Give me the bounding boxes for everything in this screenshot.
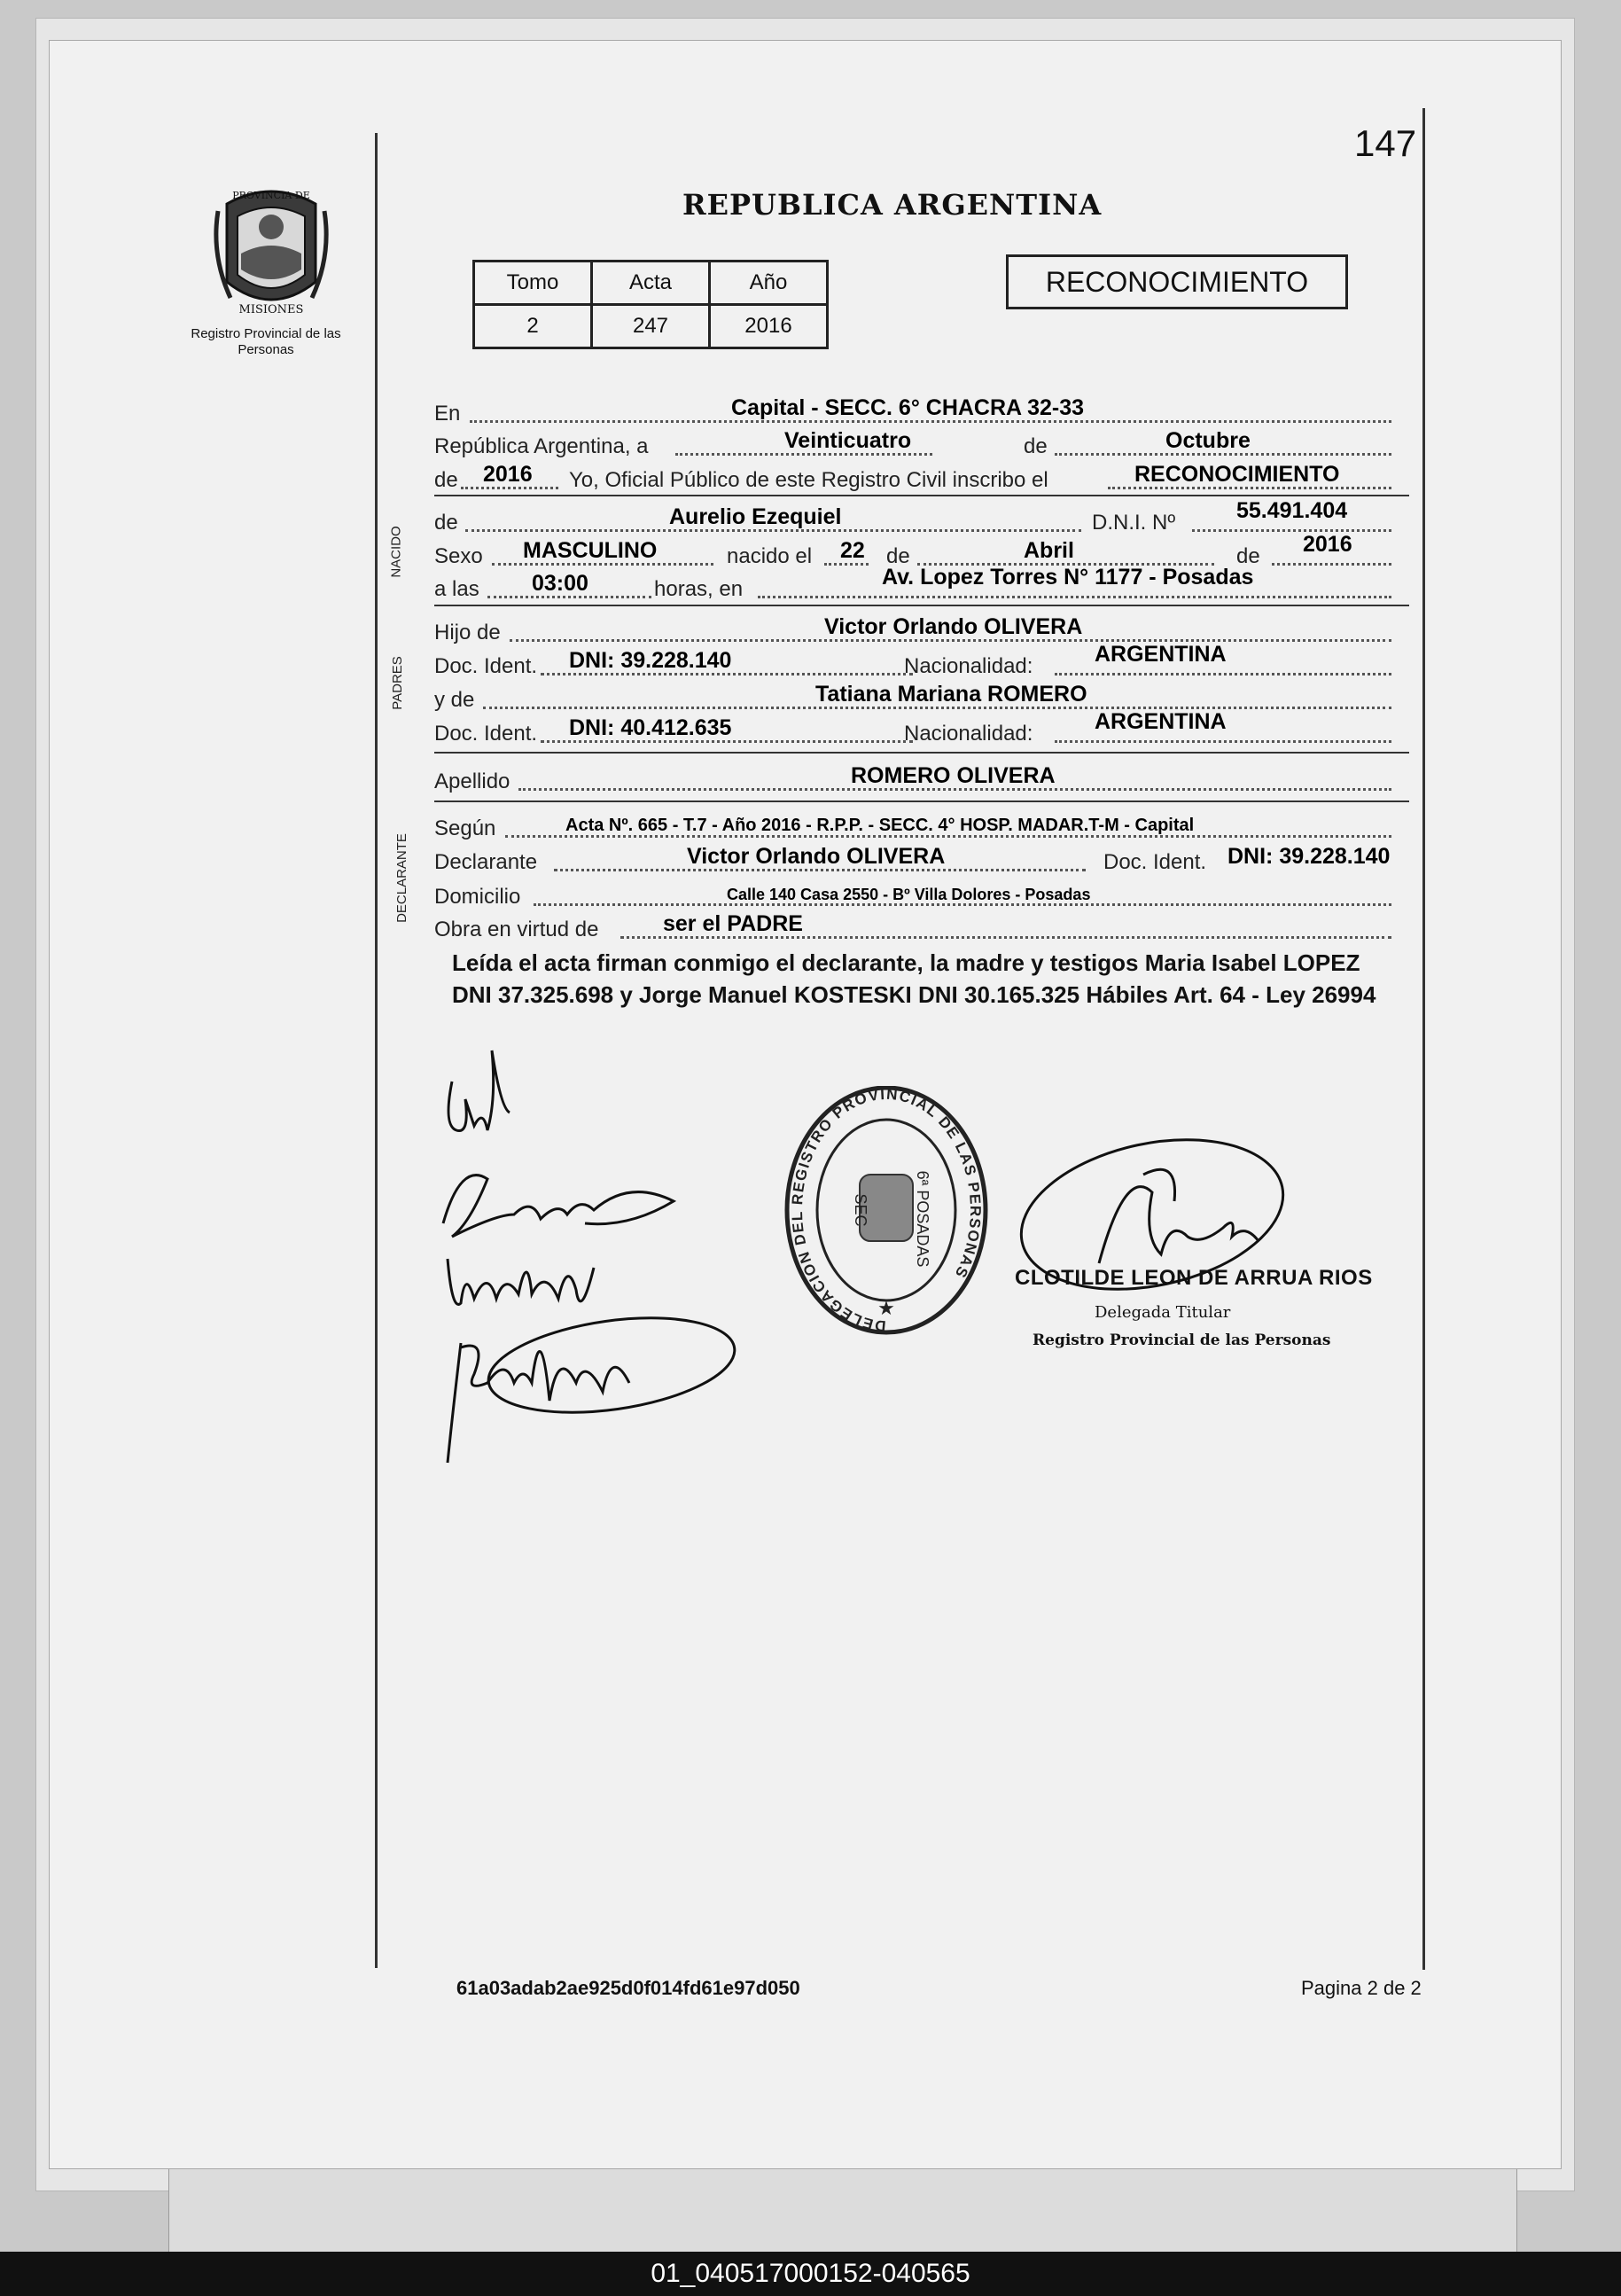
act-type-box: RECONOCIMIENTO	[1006, 254, 1348, 309]
apellido-label: Apellido	[434, 769, 510, 793]
section-rule	[434, 495, 1409, 496]
nac-anio-label: de	[1236, 544, 1260, 568]
doc-declarante-label: Doc. Ident.	[1103, 850, 1207, 874]
stamp-inner-bottom: 6ª POSADAS	[914, 1170, 931, 1268]
row-hijo-de	[434, 613, 1409, 645]
doc-madre-label: Doc. Ident.	[434, 722, 538, 746]
section-rule	[434, 605, 1409, 606]
nac-padre-label: Nacionalidad:	[904, 654, 1033, 678]
a-las-value: 03:00	[532, 571, 588, 596]
section-rule	[434, 752, 1409, 754]
row-a-las	[434, 565, 1409, 602]
doc-padre-value: DNI: 39.228.140	[569, 648, 732, 673]
row-republica	[434, 427, 1409, 459]
stamp-ring-text: DELEGACION DEL REGISTRO PROVINCIAL DE LAS PERSONAS	[788, 1086, 985, 1335]
official-stamp	[780, 1086, 993, 1370]
svg-text:★: ★	[877, 1297, 895, 1319]
section-rule	[434, 800, 1409, 802]
republica-value: Veinticuatro	[784, 428, 912, 453]
row-inscribo	[434, 461, 1409, 493]
nacido-el-value: 22	[840, 538, 865, 563]
row-apellido	[434, 762, 1409, 794]
acta-value: 247	[592, 305, 710, 348]
nac-madre-label: Nacionalidad:	[904, 722, 1033, 746]
document-title: REPUBLICA ARGENTINA	[682, 188, 1103, 222]
apellido-value: ROMERO OLIVERA	[851, 763, 1056, 788]
obra-label: Obra en virtud de	[434, 918, 599, 941]
side-label-nacido: NACIDO	[388, 526, 404, 578]
tomo-acta-anio-table	[472, 260, 829, 349]
y-de-value: Tatiana Mariana ROMERO	[815, 682, 1087, 707]
anio-value: 2016	[710, 305, 828, 348]
nac-anio-value: 2016	[1303, 532, 1352, 557]
closing-statement: Leída el acta firman conmigo el declarante, la madre y testigos Maria Isabel LOPEZ DNI 37.325.698 y Jorge Manuel KOSTESKI DNI 30.165.325 Hábiles Art. 64 - Ley 26994	[452, 949, 1376, 1008]
stamp-inner-top: SEC	[852, 1193, 869, 1227]
domicilio-value: Calle 140 Casa 2550 - Bº Villa Dolores - Posadas	[727, 886, 1091, 903]
nacido-el-label: nacido el	[727, 544, 813, 568]
horas-en-label: horas, en	[654, 577, 744, 601]
row-en	[434, 394, 1409, 426]
file-id-bar: 01_040517000152-040565	[0, 2252, 1621, 2296]
hijo-de-value: Victor Orlando OLIVERA	[824, 614, 1083, 639]
mes-value: Octubre	[1165, 428, 1251, 453]
row-obra	[434, 910, 1409, 942]
row-declarante	[434, 843, 1409, 875]
a-las-label: a las	[434, 577, 479, 601]
svg-text:MISIONES: MISIONES	[238, 303, 304, 316]
doc-madre-value: DNI: 40.412.635	[569, 715, 732, 740]
nombre-value: Aurelio Ezequiel	[669, 504, 842, 529]
segun-label: Según	[434, 816, 496, 840]
nombre-label: de	[434, 511, 458, 535]
provincial-seal-logo	[211, 184, 331, 317]
mes-label: de	[1024, 434, 1048, 458]
svg-text:PROVINCIA DE: PROVINCIA DE	[232, 190, 310, 201]
witness-signatures	[425, 1046, 744, 1472]
nac-mes-label: de	[886, 544, 910, 568]
left-margin-rule	[375, 133, 378, 1968]
document-hash: 61a03adab2ae925d0f014fd61e97d050	[456, 1977, 800, 1999]
row-y-de	[434, 681, 1409, 713]
segun-value: Acta Nº. 665 - T.7 - Año 2016 - R.P.P. - SECC. 4° HOSP. MADAR.T-M - Capital	[565, 816, 1195, 835]
y-de-label: y de	[434, 688, 475, 712]
row-doc-madre	[434, 709, 1409, 746]
inscribo-label: Yo, Oficial Público de este Registro Civil inscribo el	[569, 468, 1048, 492]
registry-caption: Registro Provincial de las Personas	[191, 326, 341, 357]
declarante-value: Victor Orlando OLIVERA	[687, 844, 946, 869]
dni-label: D.N.I. Nº	[1092, 511, 1176, 535]
page-number: 147	[1354, 122, 1417, 164]
nac-mes-value: Abril	[1024, 538, 1074, 563]
en-label: En	[434, 402, 461, 426]
domicilio-label: Domicilio	[434, 885, 521, 909]
row-segun	[434, 809, 1409, 841]
anio-header: Año	[710, 262, 828, 305]
acta-header: Acta	[592, 262, 710, 305]
en-value: Capital - SECC. 6° CHACRA 32-33	[731, 395, 1085, 420]
tomo-value: 2	[474, 305, 592, 348]
side-label-declarante: DECLARANTE	[394, 833, 409, 923]
inscribo-value: RECONOCIMIENTO	[1134, 462, 1340, 487]
official-office: Registro Provincial de las Personas	[1033, 1332, 1331, 1349]
declarante-label: Declarante	[434, 850, 538, 874]
republica-label: República Argentina, a	[434, 434, 649, 458]
row-nombre	[434, 498, 1409, 535]
row-domicilio	[434, 878, 1409, 910]
horas-en-value: Av. Lopez Torres N° 1177 - Posadas	[882, 565, 1254, 590]
sexo-value: MASCULINO	[523, 538, 658, 563]
tomo-header: Tomo	[474, 262, 592, 305]
anio-label: de	[434, 468, 458, 492]
obra-value: ser el PADRE	[663, 911, 803, 936]
nac-madre-value: ARGENTINA	[1095, 709, 1227, 734]
page-indicator: Pagina 2 de 2	[1301, 1977, 1422, 1999]
sexo-label: Sexo	[434, 544, 483, 568]
official-name: CLOTILDE LEON DE ARRUA RIOS	[1015, 1266, 1373, 1290]
doc-padre-label: Doc. Ident.	[434, 654, 538, 678]
side-label-padres: PADRES	[389, 656, 405, 710]
right-margin-rule	[1422, 108, 1425, 1970]
official-role: Delegada Titular	[1095, 1303, 1231, 1322]
nac-padre-value: ARGENTINA	[1095, 642, 1227, 667]
hijo-de-label: Hijo de	[434, 621, 501, 644]
anio-value: 2016	[483, 462, 533, 487]
doc-declarante-value: DNI: 39.228.140	[1227, 844, 1391, 869]
dni-value: 55.491.404	[1236, 498, 1348, 523]
row-doc-padre	[434, 642, 1409, 679]
